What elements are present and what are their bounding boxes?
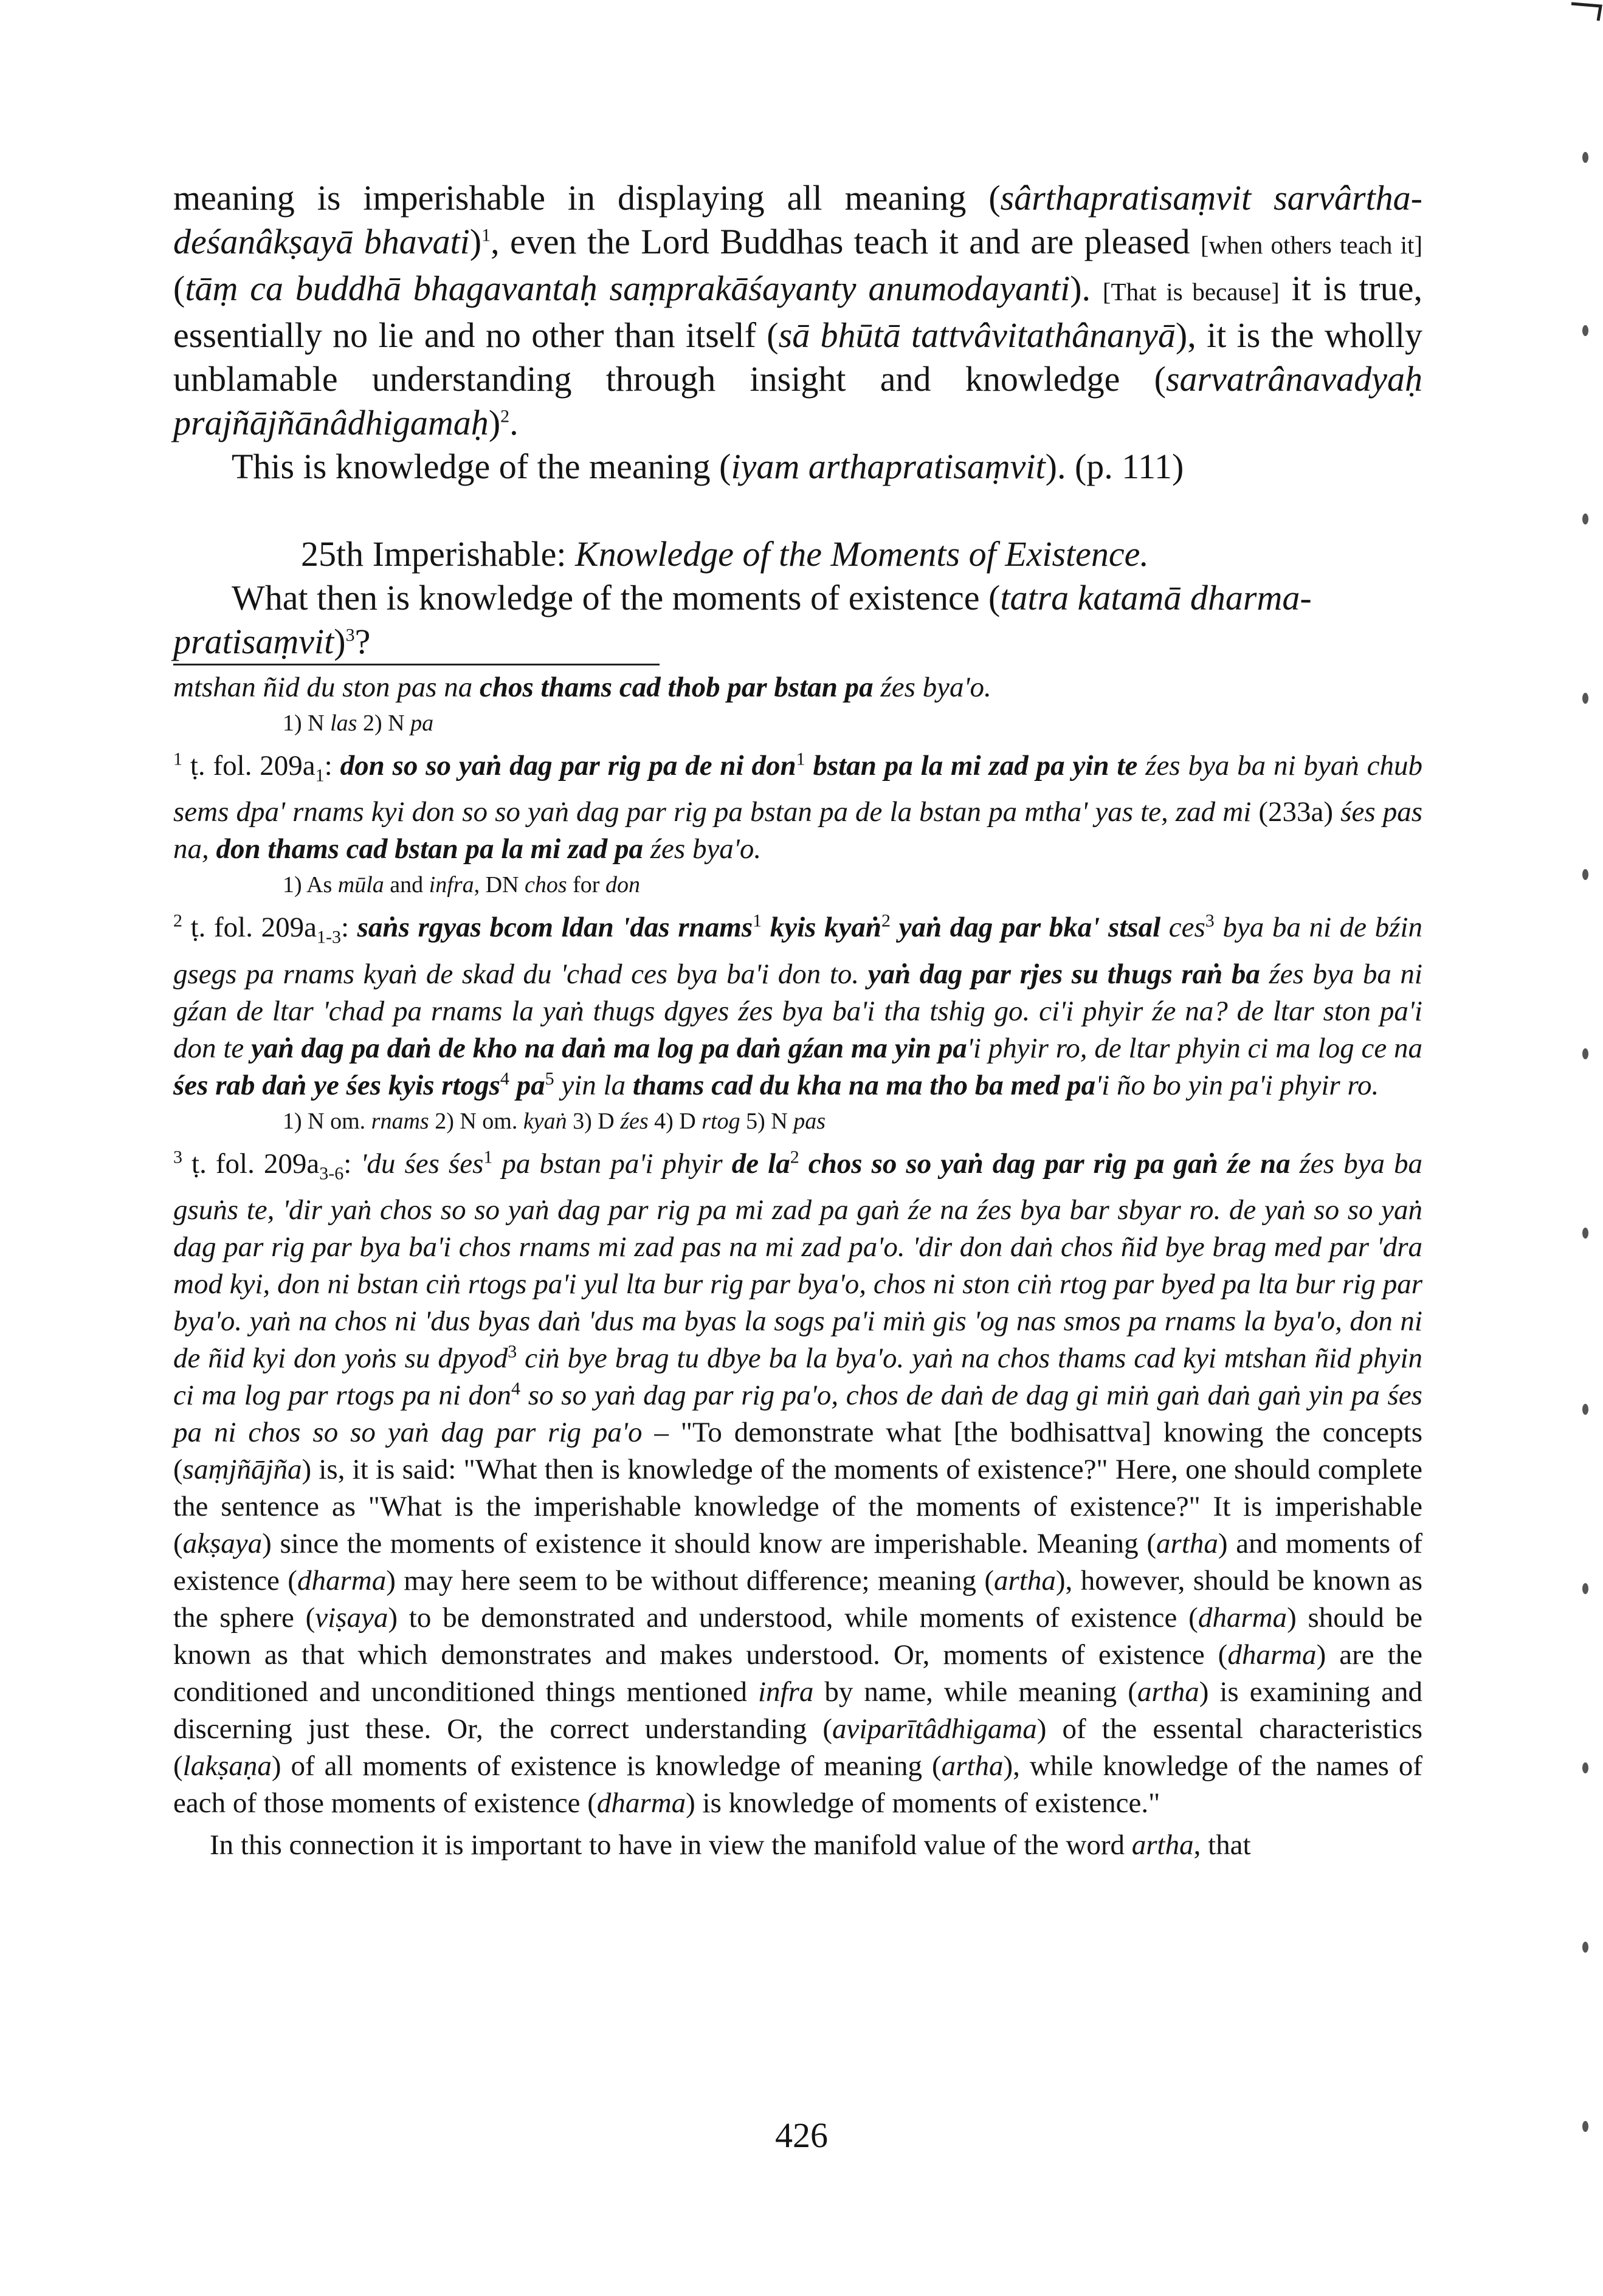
scan-edge-mark (1582, 1942, 1588, 1953)
variant-readings: 1) As mūla and infra, DN chos for don (283, 872, 640, 898)
scan-edge-mark (1582, 152, 1588, 163)
section-heading: 25th Imperishable: Knowledge of the Moments of Existence. (301, 534, 1149, 574)
main-text (173, 176, 1422, 489)
scan-edge-mark (1582, 1404, 1588, 1415)
closing-paragraph: In this connection it is important to have in view the manifold value of the word artha, that (210, 1829, 1251, 1861)
footnote-3: $^3$ ṭ. fol. $209a_{3-6}$: 'du śes śes$^1$ pa bstan pa'i phyir de $la^2$ chos so so yaṅ dag par rig pa gaṅ źe na źes bya ba gsuṅs te, 'dir yaṅ chos so so yaṅ dag par rig pa mi zad pa gaṅ źe na źes bya bar sbyar ro. de yaṅ so so yaṅ dag par rig par bya ba'i chos rnams mi zad pas na mi zad pa'o. 'dir don daṅ chos ñid bye brag med par 'dra mod kyi, don ni bstan ciṅ rtogs pa'i yul lta bur rig par bya'o, chos ni ston ciṅ rtog par byed pa lta bur rig par bya'o. yaṅ na chos ni 'dus byas daṅ 'dus ma byas la sogs pa'i miṅ gis 'og nas smos pa rnams la bya'o, don ni de ñid kyi don yoṅs su dpyod$^3$ ciṅ bye brag tu dbye ba la bya'o. yaṅ na chos thams cad kyi mtshan ñid phyin ci ma log par rtogs pa ni don$^4$ so so yaṅ dag par rig pa'o, chos de daṅ de dag gi miṅ gaṅ daṅ gaṅ yin pa śes pa ni chos so so yaṅ dag par rig pa'o – "To demonstrate what [the bodhisattva] knowing the concepts (saṃjñājña) is, it is said: "What then is knowledge of the moments of existence?" Here, one should complete the sentence as "What is the imperishable knowledge of the moments of existence?" It is imperishable (akṣaya) since the moments of existence it should know are imperishable. Meaning (artha) and moments of existence (dharma) may here seem to be without difference; meaning (artha), however, should be known as the sphere (viṣaya) to be demonstrated and understood, while moments of existence (dharma) should be known as that which demonstrates and makes understood. Or, moments of existence (dharma) are the conditioned and unconditioned things mentioned infra by name, while meaning (artha) is examining and discerning just these. Or, the correct understanding (aviparītâdhigama) of the essental characteristics (lakṣaṇa) of all moments of existence is knowledge of meaning (artha), while knowledge of the names of each of those moments of existence (dharma) is knowledge of moments of existence." (173, 1147, 1423, 1820)
scan-edge-mark (1582, 1762, 1588, 1773)
scan-edge-mark (1582, 325, 1588, 336)
scan-edge-mark (1582, 1048, 1588, 1059)
scan-edge-mark (1582, 514, 1588, 524)
paragraph-2: This is knowledge of the meaning (iyam arthapratisaṃvit). (p. 111) (232, 447, 1184, 486)
scan-edge-mark (1582, 1583, 1588, 1594)
scan-edge-mark (1582, 2121, 1588, 2132)
variant-readings: 1) N om. rnams 2) N om. kyaṅ 3) D źes 4) D rtog 5) N pas (283, 1108, 826, 1134)
corner-scan-mark (1567, 0, 1603, 24)
footnote-2: $^2$ ṭ. fol. $209a_{1-3}$: saṅs rgyas bcom ldan 'das rnams$^1$ kyis kyaṅ$^2$ yaṅ dag par bka' stsal ces$^3$ bya ba ni de bźin gsegs pa rnams kyaṅ de skad du 'chad ces bya ba'i don to. yaṅ dag par rjes su thugs raṅ ba źes bya ba ni gźan de ltar 'chad pa rnams la yaṅ thugs dgyes źes bya ba'i tha tshig go. ci'i phyir źe na? de ltar ston pa'i don te yaṅ dag pa daṅ de kho na daṅ ma log pa daṅ gźan ma yin pa'i phyir ro, de ltar phyin ci ma log ce na śes rab daṅ ye śes kyis rtogs$^4$ $pa^5$ yin la thams cad du kha na ma tho ba med pa'i ño bo yin pa'i phyir ro. (173, 910, 1423, 1101)
footnote-1: $^1$ ṭ. fol. $209a_1$: don so so yaṅ dag par rig pa de ni don$^1$ bstan pa la mi zad pa yin te źes bya ba ni byaṅ chub sems dpa' rnams kyi don so so yaṅ dag par rig pa bstan pa de la bstan pa mtha' yas te, zad mi (233a) śes pas na, don thams cad bstan pa la mi zad pa źes bya'o. (173, 749, 1422, 865)
section-question: What then is knowledge of the moments of existence (tatra katamā dharma-pratisaṃvit)$^3$? (173, 578, 1312, 661)
page-body (173, 176, 1422, 1864)
scan-edge-mark (1582, 1228, 1588, 1239)
scan-edge-mark (1582, 693, 1588, 704)
footnote-continuation: mtshan ñid du ston pas na chos thams cad thob par bstan pa źes bya'o. (173, 672, 991, 703)
footnote-rule (173, 664, 660, 665)
paragraph-1: meaning is imperishable in displaying all meaning (sârthapratisaṃvit sarvârtha-deśanâkṣayā bhavati)$^1$, even the Lord Buddhas teach it and are pleased [when others teach it] (tāṃ ca buddhā bhagavantaḥ saṃprakāśayanty anumodayanti). [That is because] it is true, essentially no lie and no other than itself (sā bhūtā tattvâvitathânanyā), it is the wholly unblamable understanding through insight and knowledge (sarvatrânavadyaḥ prajñājñānâdhigamaḥ)$^2$. (173, 178, 1423, 442)
scan-edge-mark (1582, 869, 1588, 880)
page-number: 426 (775, 2116, 828, 2155)
variant-readings: 1) N las 2) N pa (283, 710, 434, 736)
